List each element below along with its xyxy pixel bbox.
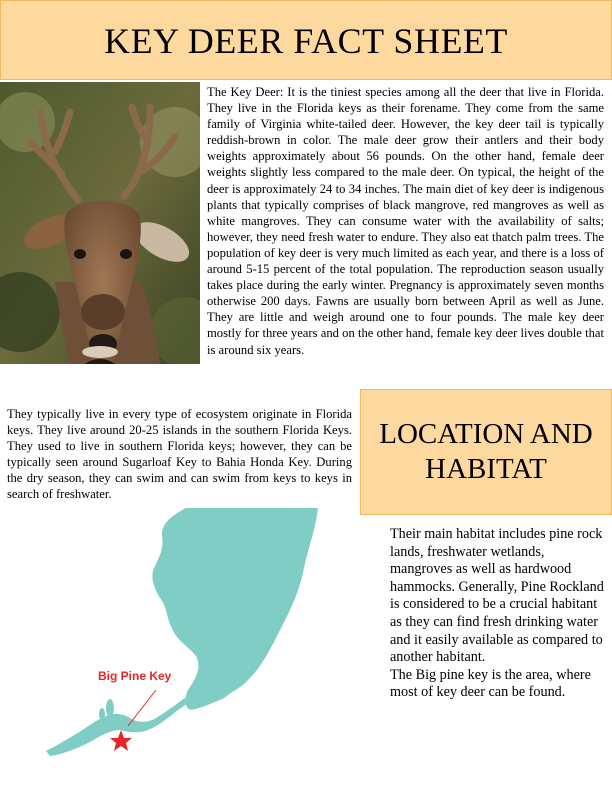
big-pine-key-label: Big Pine Key [98, 669, 172, 683]
intro-paragraph: The Key Deer: It is the tiniest species among all the deer that live in Florida. They live in the Florida keys as their forename. They come from the same family of Virginia white-tailed deer. However, the key deer tail is typically reddish-brown in color. The male deer grow their antlers and their body weights approximately about 56 pounds. On the other hand, female deer weights slightly less compared to the male deer. On typical, the height of the deer is approximately 24 to 34 inches. The main diet of key deer is indigenous plants that typically comprises of black mangrove, red mangroves as well as white mangroves. They can consume water with the availability of salts; however, they need fresh water to endure. They also eat thatch palm trees. The population of key deer is very much limited as each year, and there is a loss of around 5-15 percent of the total population. The reproduction season usually takes place during the early winter. Pregnancy is approximately seven months otherwise 200 days. Fawns are usually born between April as well as June. They are little and weigh around one to four pounds. The male key deer mostly for three years and on the other hand, female key deer lives double that is around six years. [207, 85, 604, 357]
title-banner [0, 0, 612, 80]
ecosystem-paragraph: They typically live in every type of ecosystem originate in Florida keys. They live around 20-25 islands in the southern Florida Keys. They used to live in southern Florida keys; however, they can be typically seen around Sugarloaf Key to Bahia Honda Key. During the dry season, they can swim and can swim from keys to keys in search of freshwater. [7, 407, 352, 502]
big-pine-key-marker-icon [110, 730, 132, 751]
habitat-paragraph-2: The Big pine key is the area, where most of key deer can be found. [390, 666, 591, 701]
habitat-description [390, 526, 605, 702]
location-heading: LOCATION AND HABITAT [379, 418, 593, 485]
location-heading-box [360, 389, 612, 515]
florida-keys-map [36, 508, 336, 758]
page-title: KEY DEER FACT SHEET [104, 21, 508, 61]
key-deer-photo [0, 82, 200, 364]
habitat-paragraph-1: Their main habitat includes pine rock lands, freshwater wetlands, mangroves as well as hardwood hammocks. Generally, Pine Rockland is considered to be a crucial habitant as they can find fresh drinking water and it easily available as compared to another habitant. [390, 526, 604, 666]
